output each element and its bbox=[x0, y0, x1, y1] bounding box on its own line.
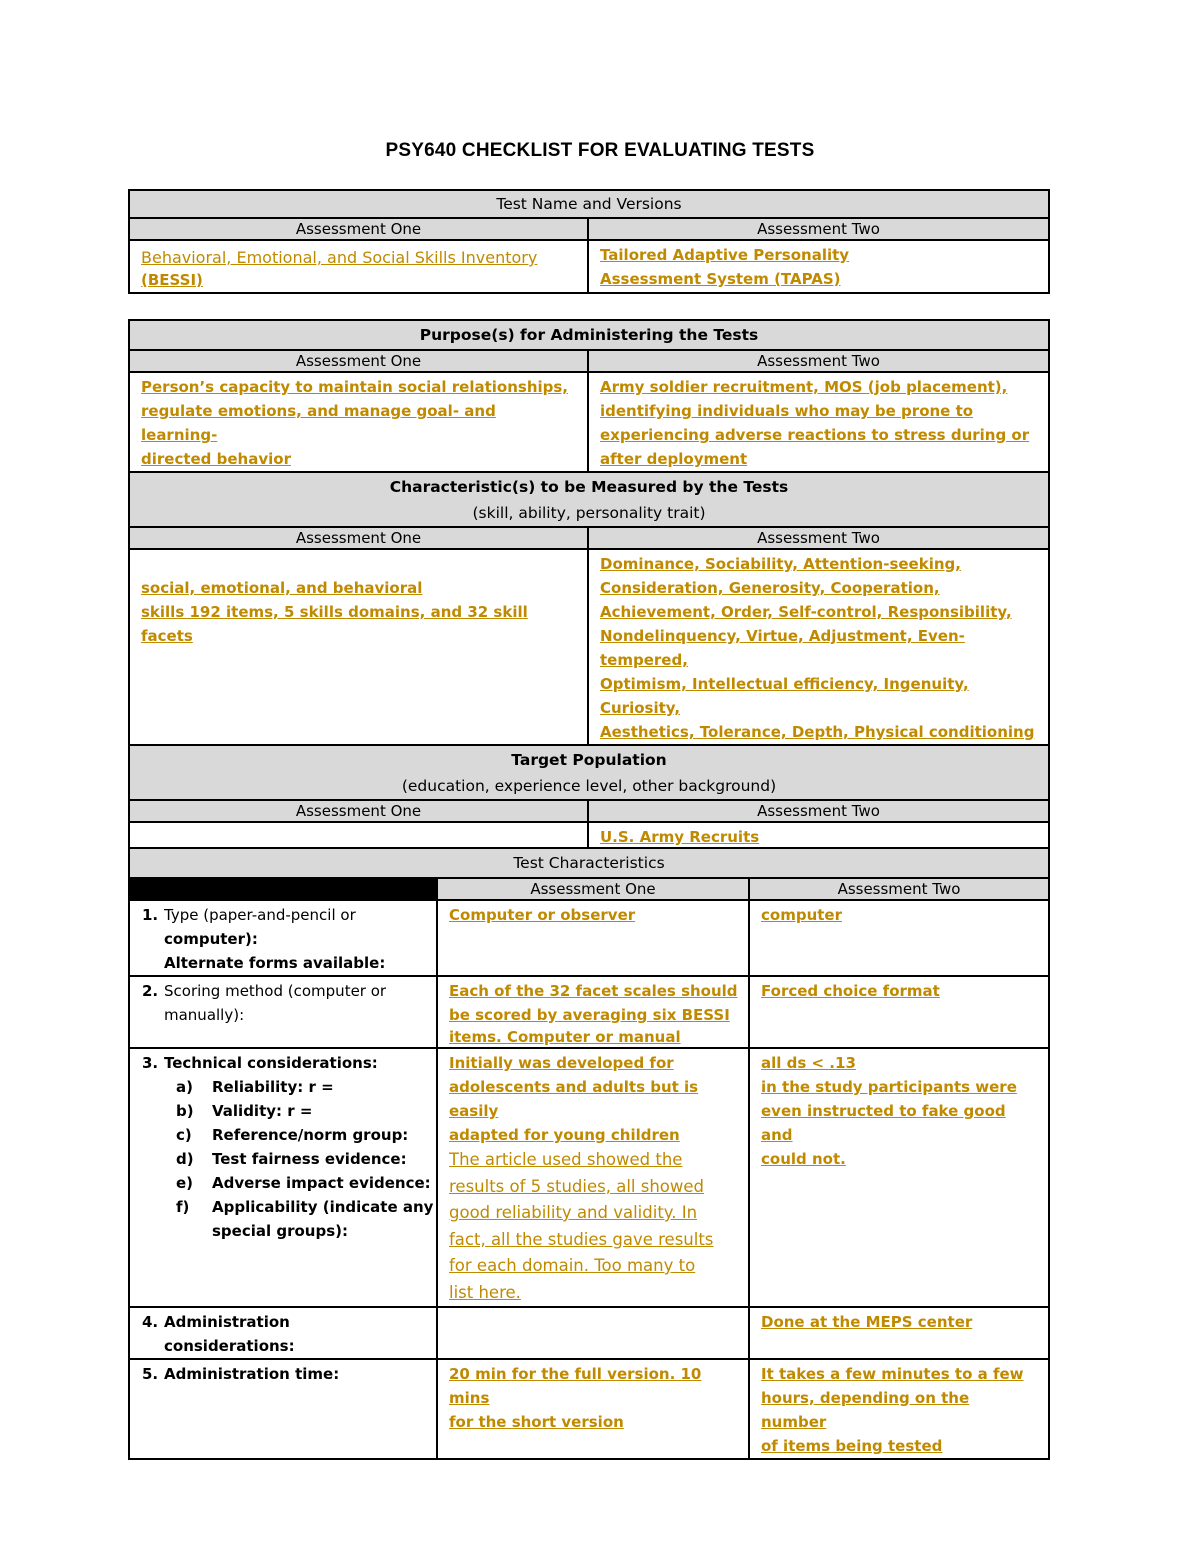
answer-line: It takes a few minutes to a few bbox=[761, 1365, 1024, 1383]
row-technical-one bbox=[437, 1048, 749, 1307]
label-line: Administration time: bbox=[164, 1365, 340, 1383]
row-technical-label bbox=[129, 1048, 437, 1307]
row-time-two bbox=[749, 1359, 1049, 1459]
answer-line: skills 192 items, 5 skills domains, and 32 skill facets bbox=[141, 603, 528, 645]
test-characteristics-heading: Test Characteristics bbox=[129, 848, 1049, 878]
row-number: 4. bbox=[142, 1313, 159, 1331]
label-line: Technical considerations: bbox=[164, 1054, 378, 1072]
answer-line: in the study participants were bbox=[761, 1078, 1017, 1096]
answer-line: U.S. Army Recruits bbox=[600, 828, 760, 846]
answer-line: good reliability and validity. In bbox=[449, 1203, 698, 1222]
characteristics-one bbox=[129, 549, 588, 745]
label-line: Administration bbox=[164, 1313, 290, 1331]
characteristics-heading bbox=[129, 472, 1049, 527]
row-number: 5. bbox=[142, 1365, 159, 1383]
answer-line: Assessment System (TAPAS) bbox=[600, 270, 841, 288]
row-scoring-one bbox=[437, 976, 749, 1048]
row-scoring-two bbox=[749, 976, 1049, 1048]
characteristics-title: Characteristic(s) to be Measured by the Tests bbox=[389, 478, 789, 496]
answer-line: be scored by averaging six BESSI bbox=[449, 1006, 730, 1024]
row-time-label bbox=[129, 1359, 437, 1459]
sub-item: b) Validity: r = bbox=[176, 1102, 313, 1120]
answer-line: all ds < .13 bbox=[761, 1054, 856, 1072]
row-technical-two bbox=[749, 1048, 1049, 1307]
assessment-one-header: Assessment One bbox=[129, 350, 588, 372]
answer-line: after deployment bbox=[600, 450, 748, 468]
row-number: 2. bbox=[142, 982, 159, 1000]
row-administration-label bbox=[129, 1307, 437, 1359]
answer-line: fact, all the studies gave results bbox=[449, 1229, 714, 1249]
answer-line: adapted for young children bbox=[449, 1126, 680, 1144]
technical-sublist bbox=[130, 1075, 436, 1243]
sub-item: d) Test fairness evidence: bbox=[176, 1150, 407, 1168]
target-subtitle: (education, experience level, other background) bbox=[401, 777, 777, 795]
assessment-two-header: Assessment Two bbox=[749, 878, 1049, 900]
row-time-one bbox=[437, 1359, 749, 1459]
answer-line: Nondelinquency, Virtue, Adjustment, Even-tempered, bbox=[600, 627, 965, 669]
answer-line: even instructed to fake good and bbox=[761, 1102, 1006, 1144]
test-name-heading: Test Name and Versions bbox=[129, 190, 1049, 218]
answer-line: Tailored Adaptive Personality bbox=[600, 246, 850, 264]
test-characteristics-table bbox=[128, 847, 1050, 1460]
row-number: 1. bbox=[142, 906, 159, 924]
answer-line: experiencing adverse reactions to stress during or bbox=[600, 426, 1030, 444]
answer-line: for each domain. Too many to bbox=[449, 1256, 696, 1275]
row-type-two bbox=[749, 900, 1049, 976]
answer-line: directed behavior bbox=[141, 450, 291, 468]
row-administration-two bbox=[749, 1307, 1049, 1359]
answer-line: items. Computer or manual bbox=[449, 1028, 681, 1046]
answer-line: Each of the 32 facet scales should bbox=[449, 982, 738, 1000]
answer-line: regulate emotions, and manage goal- and learning- bbox=[141, 402, 496, 444]
answer-line: results of 5 studies, all showed bbox=[449, 1176, 705, 1196]
assessment-one-header: Assessment One bbox=[129, 800, 588, 822]
row-type-one bbox=[437, 900, 749, 976]
assessment-two-header: Assessment Two bbox=[588, 218, 1049, 240]
sub-item: c) Reference/norm group: bbox=[176, 1126, 409, 1144]
label-line: manually): bbox=[164, 1006, 245, 1024]
answer-line: The article used showed the bbox=[449, 1150, 683, 1169]
label-line: Scoring method (computer or bbox=[164, 982, 387, 1000]
characteristics-subtitle: (skill, ability, personality trait) bbox=[472, 504, 706, 522]
target-title: Target Population bbox=[511, 751, 667, 769]
row-number: 3. bbox=[142, 1054, 159, 1072]
answer-line: Aesthetics, Tolerance, Depth, Physical conditioning bbox=[600, 723, 1035, 741]
label-line: considerations: bbox=[164, 1337, 295, 1355]
purpose-one bbox=[129, 372, 588, 472]
assessment-two-header: Assessment Two bbox=[588, 800, 1049, 822]
label-line: Type (paper-and-pencil or bbox=[164, 906, 356, 924]
answer-line: Optimism, Intellectual efficiency, Ingenuity, Curiosity, bbox=[600, 675, 969, 717]
label-line: Alternate forms available: bbox=[164, 954, 386, 972]
answer-line: Consideration, Generosity, Cooperation, bbox=[600, 579, 940, 597]
page-title: PSY640 CHECKLIST FOR EVALUATING TESTS bbox=[385, 140, 815, 161]
answer-line: for the short version bbox=[449, 1413, 624, 1431]
answer-line: Initially was developed for bbox=[449, 1054, 674, 1072]
answer-line: could not. bbox=[761, 1150, 846, 1168]
test-name-one bbox=[129, 240, 588, 293]
answer-line: 20 min for the full version. 10 mins bbox=[449, 1365, 702, 1407]
row-scoring-label bbox=[129, 976, 437, 1048]
answer-line: Achievement, Order, Self-control, Responsibility, bbox=[600, 603, 1012, 621]
sub-item: f) Applicability (indicate any bbox=[176, 1198, 434, 1216]
answer-line: Forced choice format bbox=[761, 982, 940, 1000]
answer-line: Done at the MEPS center bbox=[761, 1313, 973, 1331]
purpose-heading: Purpose(s) for Administering the Tests bbox=[129, 320, 1049, 350]
answer-line: list here. bbox=[449, 1282, 521, 1302]
answer-line: identifying individuals who may be prone to bbox=[600, 402, 974, 420]
answer-line: Army soldier recruitment, MOS (job placement), bbox=[600, 378, 1008, 396]
answer-line: Behavioral, Emotional, and Social Skills Inventory bbox=[141, 248, 538, 267]
sub-item: special groups): bbox=[212, 1222, 348, 1240]
purpose-two bbox=[588, 372, 1049, 472]
row-administration-one bbox=[437, 1307, 749, 1359]
test-name-two bbox=[588, 240, 1049, 293]
answer-line: Dominance, Sociability, Attention-seeking, bbox=[600, 555, 961, 573]
test-name-table bbox=[128, 189, 1050, 294]
purpose-table bbox=[128, 319, 1050, 875]
assessment-two-header: Assessment Two bbox=[588, 350, 1049, 372]
answer-line: of items being tested bbox=[761, 1437, 943, 1455]
assessment-one-header: Assessment One bbox=[437, 878, 749, 900]
assessment-one-header: Assessment One bbox=[129, 218, 588, 240]
target-heading bbox=[129, 745, 1049, 800]
answer-line: Person’s capacity to maintain social relationships, bbox=[141, 378, 569, 396]
answer-line: computer bbox=[761, 906, 842, 924]
assessment-two-header: Assessment Two bbox=[588, 527, 1049, 549]
blank-header bbox=[129, 878, 437, 900]
answer-line: social, emotional, and behavioral bbox=[141, 579, 423, 597]
answer-line: (BESSI) bbox=[141, 271, 203, 289]
sub-item: e) Adverse impact evidence: bbox=[176, 1174, 431, 1192]
characteristics-two bbox=[588, 549, 1049, 745]
sub-item: a) Reliability: r = bbox=[176, 1078, 334, 1096]
label-line: computer): bbox=[164, 930, 258, 948]
row-type-label bbox=[129, 900, 437, 976]
assessment-one-header: Assessment One bbox=[129, 527, 588, 549]
answer-line: hours, depending on the number bbox=[761, 1389, 970, 1431]
answer-line: Computer or observer bbox=[449, 906, 636, 924]
answer-line: adolescents and adults but is easily bbox=[449, 1078, 699, 1120]
